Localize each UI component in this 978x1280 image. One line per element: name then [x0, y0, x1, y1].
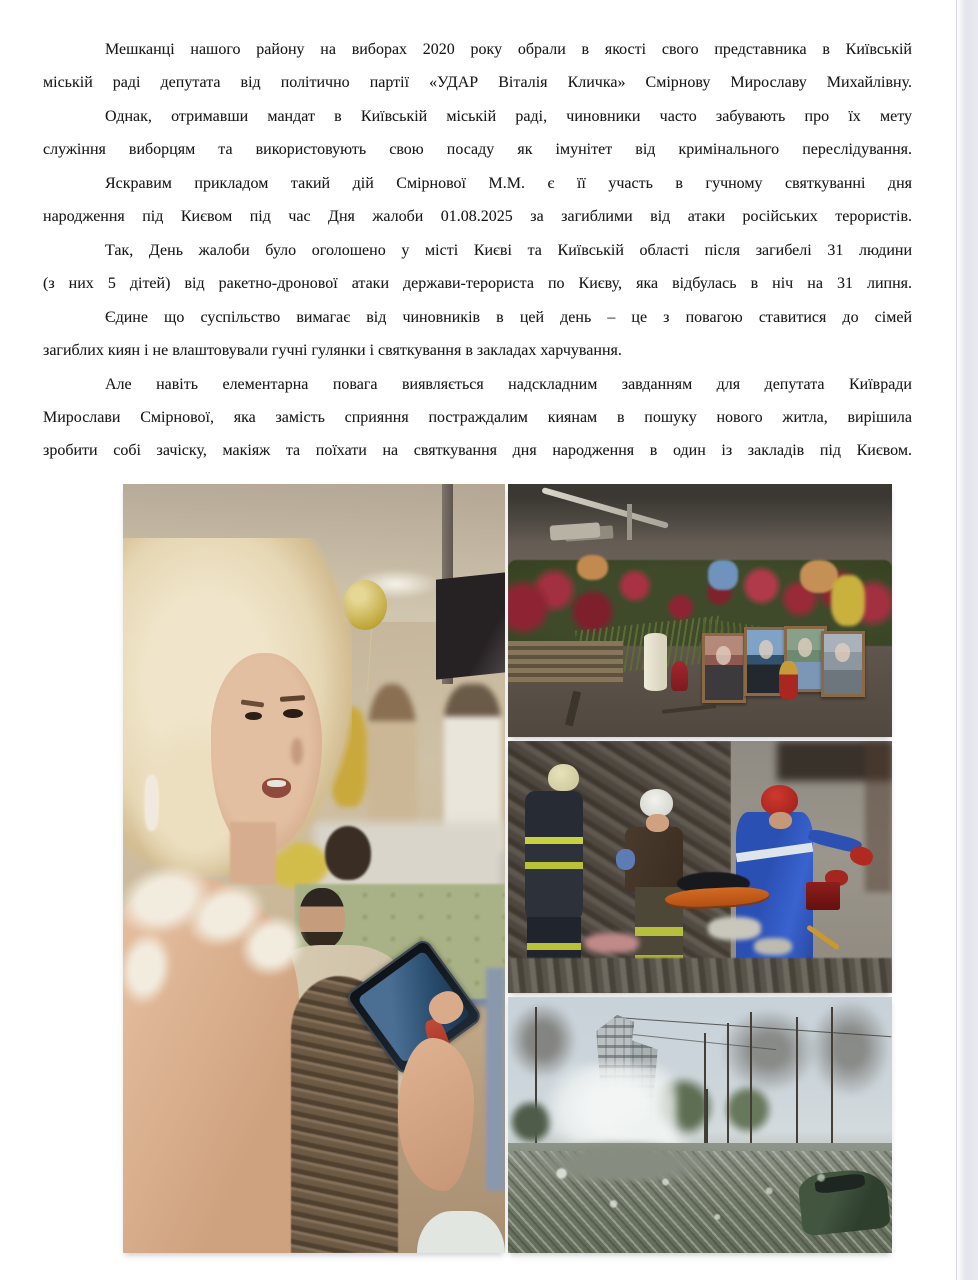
- white-debris: [754, 938, 792, 956]
- white-debris: [708, 917, 762, 940]
- earring: [146, 776, 157, 830]
- street-lamp: [706, 1089, 708, 1145]
- text-line: Але навіть елементарна повага виявляється надскладним завданням для депутата Київради: [105, 375, 912, 393]
- bare-tree-crown: [808, 997, 892, 1099]
- blue-glove: [616, 849, 635, 869]
- text-line: Однак, отримавши мандат в Київській міській раді, чиновники часто забувають про їх мету: [105, 107, 912, 125]
- text-line: загиблих киян і не влаштовували гучні гулянки і святкування в закладах харчування.: [43, 342, 622, 360]
- text-line: Мирослави Смірнової, яка замість сприяння постраждалим киянам в пошуку нового житла, вирішила: [43, 408, 912, 426]
- pink-debris: [585, 933, 639, 953]
- photo-collage: [123, 484, 892, 1253]
- amber-grave-lantern: [779, 661, 798, 699]
- victim-portrait: [821, 631, 865, 698]
- bare-tree-crown: [719, 1007, 819, 1094]
- photo-rescue-workers: [508, 741, 892, 993]
- bare-tree: [727, 1023, 729, 1151]
- balloon-string: [366, 629, 371, 690]
- white-candle: [644, 633, 667, 691]
- hi-vis-stripe: [527, 943, 581, 951]
- paragraph: [43, 368, 912, 468]
- paragraph: [43, 100, 912, 167]
- ground-stick: [565, 691, 581, 727]
- paragraph: [43, 167, 912, 234]
- hi-vis-stripe: [635, 927, 683, 936]
- yellow-flowers: [831, 575, 866, 626]
- text-line: міській раді депутата від політично партії «УДАР Віталія Кличка» Смірнову Мирославу Михайлівну.: [43, 74, 912, 92]
- text-line: (з них 5 дітей) від ракетно-дронової атаки держави-терориста по Києву, яка відбулась в ніч на 31 липня.: [43, 275, 912, 293]
- paragraph: [43, 33, 912, 100]
- paragraph: [43, 234, 912, 301]
- firefighter-left: [525, 791, 583, 917]
- text-line: Так, День жалоби було оголошено у місті Києві та Київській області після загибелі 31 людини: [105, 241, 912, 259]
- bare-tree: [831, 1007, 833, 1150]
- eye: [283, 709, 302, 718]
- white-debris: [527, 1156, 873, 1243]
- wooden-pallet: [508, 641, 623, 684]
- red-helmet: [761, 785, 797, 815]
- firefighter-face: [646, 814, 669, 832]
- teddy-bear: [577, 555, 608, 580]
- text-line: Єдине що суспільство вимагає від чиновників в цей день – це з повагою ставитися до сімей: [105, 308, 912, 326]
- teeth: [267, 780, 287, 787]
- hi-vis-stripe: [525, 837, 583, 845]
- photo-memorial-flowers: [508, 484, 892, 737]
- text-line: Мешканці нашого району на виборах 2020 року обрали в якості свого представника в Київській: [105, 41, 912, 58]
- text-line: Яскравим прикладом такий дій Смірнової М.М. є її участь в гучному святкуванні дня: [105, 174, 912, 192]
- bare-tree: [796, 1017, 798, 1145]
- hand: [398, 1038, 474, 1192]
- blue-toy: [708, 560, 739, 590]
- photo-destroyed-building: [508, 997, 892, 1253]
- guest-jeans: [486, 968, 505, 1191]
- text-line: служіння виборцям та використовують свою посаду як імунітет від кримінального переслідування.: [43, 141, 912, 159]
- page-edge-shadow: [956, 0, 978, 1280]
- document-text: [43, 33, 912, 468]
- white-helmet: [640, 789, 673, 817]
- red-grave-lantern: [671, 661, 688, 691]
- paragraph: [43, 301, 912, 368]
- wall-stain: [865, 741, 892, 892]
- victim-portrait: [702, 633, 746, 702]
- text-line: зробити собі зачіску, макіяж та поїхати на святкування дня народження в один із закладів під Києвом.: [43, 442, 912, 460]
- tv-screen: [436, 573, 505, 680]
- text-line: народження під Києвом під час Дня жалоби 01.08.2025 за загиблими від атаки російських терористів.: [43, 208, 912, 226]
- red-case: [806, 882, 841, 910]
- debris-foreground: [508, 958, 892, 993]
- green-trees: [723, 1084, 773, 1135]
- bare-tree: [750, 1012, 752, 1150]
- firefighter-helmet: [548, 764, 579, 792]
- metal-pole: [627, 504, 632, 539]
- white-chair-back: [417, 1211, 505, 1253]
- hi-vis-stripe: [525, 862, 583, 869]
- nose-shadow: [291, 738, 302, 765]
- medic-face: [769, 812, 792, 830]
- ground-stick: [662, 704, 716, 713]
- photo-party-video-still: [123, 484, 505, 1253]
